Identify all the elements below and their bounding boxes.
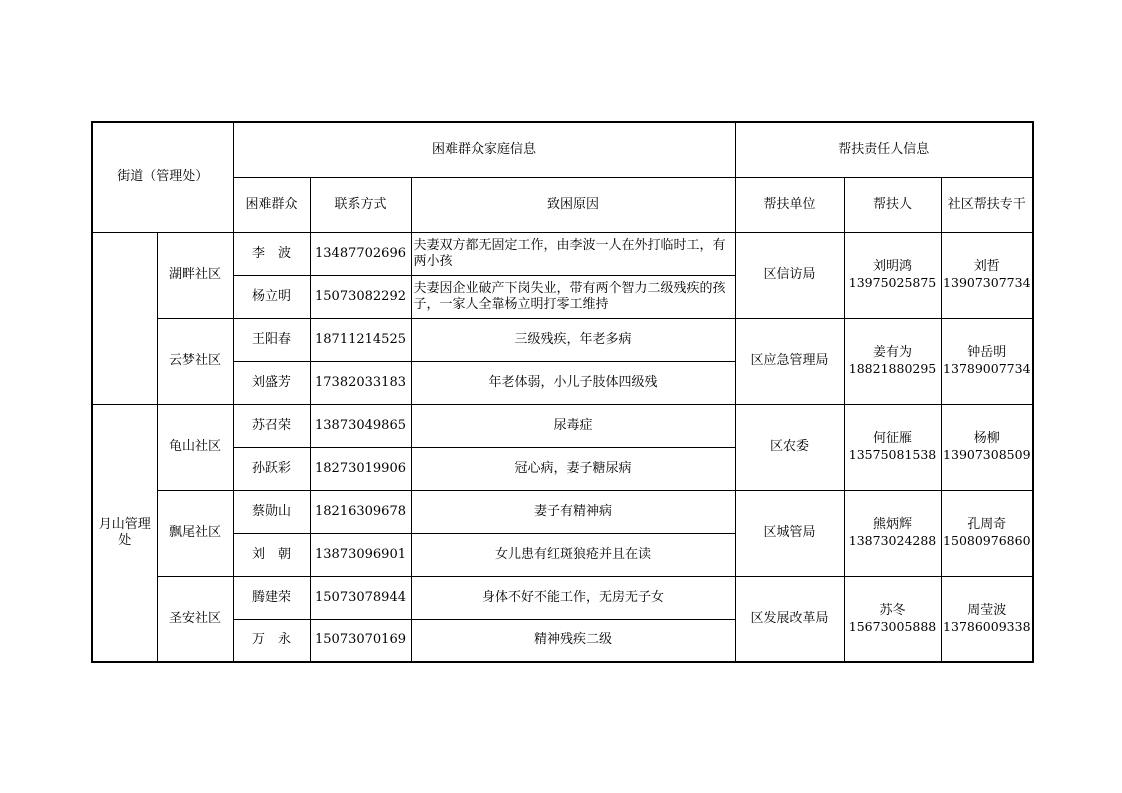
street-cell-top — [92, 232, 157, 404]
assistance-table — [91, 121, 1034, 663]
community-name: 飘尾社区 — [157, 490, 233, 576]
person-phone: 15073078944 — [310, 576, 411, 619]
person-reason: 妻子有精神病 — [411, 490, 735, 533]
person-name: 蔡勋山 — [233, 490, 310, 533]
person-reason: 尿毒症 — [411, 404, 735, 447]
helper-phone: 13873024288 — [848, 533, 937, 548]
table-row — [92, 490, 1033, 533]
person-name: 李 波 — [233, 232, 310, 275]
helper-name: 姜有为 — [873, 345, 913, 360]
person-name: 刘盛芳 — [233, 361, 310, 404]
help-unit: 区农委 — [735, 404, 844, 490]
help-unit: 区发展改革局 — [735, 576, 844, 662]
table-row — [92, 404, 1033, 447]
cadre — [941, 490, 1033, 576]
cadre-phone: 15080976860 — [943, 533, 1031, 548]
person-phone: 15073082292 — [310, 275, 411, 318]
cadre — [941, 318, 1033, 404]
cadre-name: 刘哲 — [973, 259, 1000, 274]
community-name: 云梦社区 — [157, 318, 233, 404]
helper — [844, 404, 941, 490]
helper — [844, 318, 941, 404]
col-person-header: 困难群众 — [233, 177, 310, 232]
person-name: 孙跃彩 — [233, 447, 310, 490]
person-name: 杨立明 — [233, 275, 310, 318]
helper — [844, 490, 941, 576]
helper-name: 何征雁 — [873, 431, 913, 446]
helper-phone: 13575081538 — [848, 447, 937, 462]
person-reason: 精神残疾二级 — [411, 619, 735, 662]
person-phone: 13487702696 — [310, 232, 411, 275]
person-phone: 17382033183 — [310, 361, 411, 404]
cadre-phone: 13907308509 — [943, 447, 1031, 462]
person-reason: 三级残疾，年老多病 — [411, 318, 735, 361]
cadre — [941, 232, 1033, 318]
cadre-phone: 13789007734 — [943, 361, 1031, 376]
table-row — [92, 576, 1033, 619]
help-unit: 区信访局 — [735, 232, 844, 318]
person-name: 王阳春 — [233, 318, 310, 361]
community-name: 湖畔社区 — [157, 232, 233, 318]
street-header: 街道（管理处） — [92, 122, 233, 232]
cadre-name: 孔周奇 — [967, 517, 1007, 532]
helper — [844, 232, 941, 318]
cadre-name: 杨柳 — [973, 431, 1000, 446]
cadre-name: 钟岳明 — [967, 345, 1007, 360]
person-reason: 冠心病，妻子糖尿病 — [411, 447, 735, 490]
helper-name: 苏冬 — [879, 602, 906, 618]
person-phone: 18273019906 — [310, 447, 411, 490]
person-name: 苏召荣 — [233, 404, 310, 447]
community-name: 圣安社区 — [157, 576, 233, 662]
person-reason: 女儿患有红斑狼疮并且在读 — [411, 533, 735, 576]
person-phone: 15073070169 — [310, 619, 411, 662]
helper-phone: 18821880295 — [848, 361, 937, 376]
person-phone: 18216309678 — [310, 490, 411, 533]
col-reason-header: 致困原因 — [411, 177, 735, 232]
helper-name: 刘明鸿 — [873, 259, 913, 274]
col-contact-header: 联系方式 — [310, 177, 411, 232]
community-name: 龟山社区 — [157, 404, 233, 490]
person-name: 腾建荣 — [233, 576, 310, 619]
table-row — [92, 318, 1033, 361]
person-reason: 夫妻因企业破产下岗失业，带有两个智力二级残疾的孩子，一家人全靠杨立明打零工维持 — [411, 275, 735, 318]
table-row — [92, 232, 1033, 275]
person-name: 刘 朝 — [233, 533, 310, 576]
cadre-name: 周莹波 — [967, 602, 1007, 618]
helper-name: 熊炳辉 — [873, 517, 913, 532]
helper-info-header: 帮扶责任人信息 — [735, 122, 1033, 177]
person-phone: 13873049865 — [310, 404, 411, 447]
cadre — [941, 404, 1033, 490]
person-phone: 13873096901 — [310, 533, 411, 576]
col-unit-header: 帮扶单位 — [735, 177, 844, 232]
help-unit: 区城管局 — [735, 490, 844, 576]
cadre — [941, 576, 1033, 662]
street-name: 月山管理处 — [92, 404, 157, 662]
person-reason: 夫妻双方都无固定工作，由李波一人在外打临时工，有两小孩 — [411, 232, 735, 275]
cadre-phone: 13786009338 — [943, 618, 1031, 634]
person-reason: 年老体弱，小儿子肢体四级残 — [411, 361, 735, 404]
cadre-phone: 13907307734 — [943, 275, 1031, 290]
helper — [844, 576, 941, 662]
person-reason: 身体不好不能工作，无房无子女 — [411, 576, 735, 619]
col-cadre-header: 社区帮扶专干 — [941, 177, 1033, 232]
person-name: 万 永 — [233, 619, 310, 662]
helper-phone: 13975025875 — [848, 275, 937, 290]
col-helper-header: 帮扶人 — [844, 177, 941, 232]
help-unit: 区应急管理局 — [735, 318, 844, 404]
helper-phone: 15673005888 — [848, 618, 937, 634]
family-info-header: 困难群众家庭信息 — [233, 122, 735, 177]
person-phone: 18711214525 — [310, 318, 411, 361]
